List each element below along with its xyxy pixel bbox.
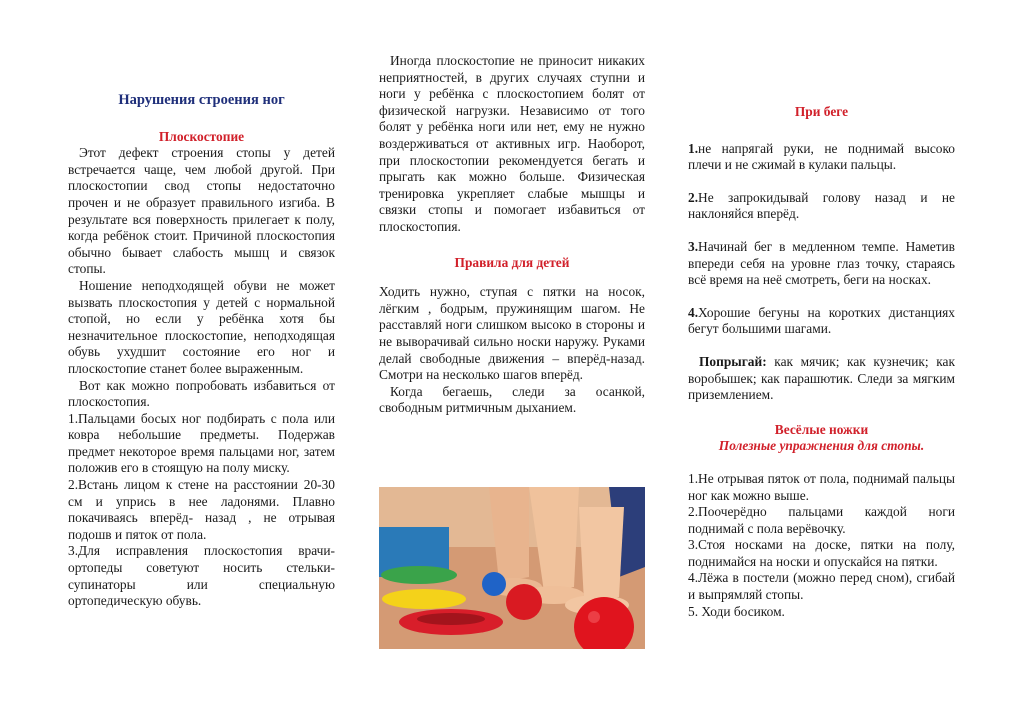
- paragraph: Ходить нужно, ступая с пятки на носок, лёгким , бодрым, пружинящим шагом. Не расставляй ноги слишком высоко в стороны и не выворачивай сильно носки наружу. Руками делай свободные движения – вперёд-назад. Смотри на несколько шагов вперёд.: [379, 284, 645, 383]
- running-rule: [688, 190, 955, 223]
- photo-illustration: [379, 487, 645, 649]
- exercise-item: 2.Встань лицом к стене на расстоянии 20-30 см и упрись в нее ладонями. Плавно покачиваясь вперёд- назад , не отрывая подошв и пяток от пола.: [68, 477, 335, 542]
- exercise-item: 2.Поочерёдно пальцами каждой ноги поднимай с пола верёвочку.: [688, 504, 955, 536]
- rule-number: 1.: [688, 140, 699, 156]
- exercises-heading: Полезные упражнения для стопы.: [718, 438, 925, 454]
- jump-text: как мячик; как кузнечик; как воробышек; как парашютик. Следи за мягким приземлением.: [688, 353, 955, 403]
- rule-text: Не запрокидывай голову назад и не наклоняйся вперёд.: [688, 189, 955, 222]
- running-rule: [688, 141, 955, 174]
- children-feet-photo: [379, 487, 645, 649]
- paragraph: Когда бегаешь, следи за осанкой, свободным ритмичным дыханием.: [379, 383, 645, 416]
- rule-number: 2.: [688, 189, 699, 205]
- page-title: Нарушения строения ног: [118, 92, 285, 108]
- column-left: [68, 0, 335, 610]
- column-middle: [379, 0, 645, 417]
- exercise-item: 4.Лёжа в постели (можно перед сном), сгибай и выпрямляй стопы.: [688, 570, 955, 603]
- paragraph: Вот как можно попробовать избавиться от плоскостопия.: [68, 377, 335, 410]
- rule-text: Начинай бег в медленном темпе. Наметив впереди себя на уровне глаз точку, стараясь всё время на неё смотреть, беги на носках.: [688, 238, 955, 288]
- exercise-item: 3.Для исправления плоскостопия врачи-ортопеды советуют носить стельки-супинаторы или специальную ортопедическую обувь.: [68, 543, 335, 609]
- rule-text: Хорошие бегуны на коротких дистанциях бегут большими шагами.: [688, 304, 955, 337]
- paragraph: Ношение неподходящей обуви не может вызвать плоскостопия у детей с нормальной стопой, но если у ребёнка хотя бы незначительное плоскостопие, неподходящая обувь ухудшит состояние его ног и плоскостопие станет более выраженным.: [68, 277, 335, 376]
- paragraph: Этот дефект строения стопы у детей встречается чаще, чем любой другой. При плоскостопии свод стопы недостаточно прочен и не образует правильного изгиба. В результате вся поверхность прилегает к полу, когда ребёнок стоит. Причиной плоскостопия обычно бывает слабость мышц и связок стопы.: [68, 145, 335, 277]
- jump-paragraph: [688, 354, 955, 404]
- jump-label: Попрыгай:: [699, 353, 767, 369]
- column-right: [688, 0, 955, 620]
- running-rule: [688, 305, 955, 338]
- rule-number: 3.: [688, 238, 699, 254]
- rule-text: не напрягай руки, не поднимай высоко плечи и не сжимай в кулаки пальцы.: [688, 140, 955, 173]
- exercise-item: 3.Стоя носками на доске, пятки на полу, поднимайся на носки и опускайся на пятки.: [688, 537, 955, 569]
- rules-heading: Правила для детей: [454, 254, 570, 270]
- flatfoot-heading: Плоскостопие: [158, 128, 245, 144]
- happy-feet-heading: Весёлые ножки: [774, 421, 869, 437]
- paragraph: Иногда плоскостопие не приносит никаких неприятностей, в других случаях ступни и ноги у ребёнка с плоскостопием болят от физической нагрузки. Независимо от того болят у ребёнка ноги или нет, ему не нужно воздерживаться от активных игр. Наоборот, при плоскостопии рекомендуется бегать и прыгать как можно больше. Физическая тренировка укрепляет слабые мышцы и связки стопы и помогает избавиться от плоскостопия.: [379, 53, 645, 234]
- exercise-item: 1.Не отрывая пяток от пола, поднимай пальцы ног как можно выше.: [688, 470, 955, 503]
- rule-number: 4.: [688, 304, 699, 320]
- exercise-item: 5. Ходи босиком.: [688, 603, 785, 619]
- running-heading: При беге: [794, 104, 849, 119]
- exercise-item: 1.Пальцами босых ног подбирать с пола или ковра небольшие предметы. Подержав предмет некоторое время пальцами ног, затем положив его в стоящую на полу миску.: [68, 410, 335, 476]
- running-rule: [688, 239, 955, 289]
